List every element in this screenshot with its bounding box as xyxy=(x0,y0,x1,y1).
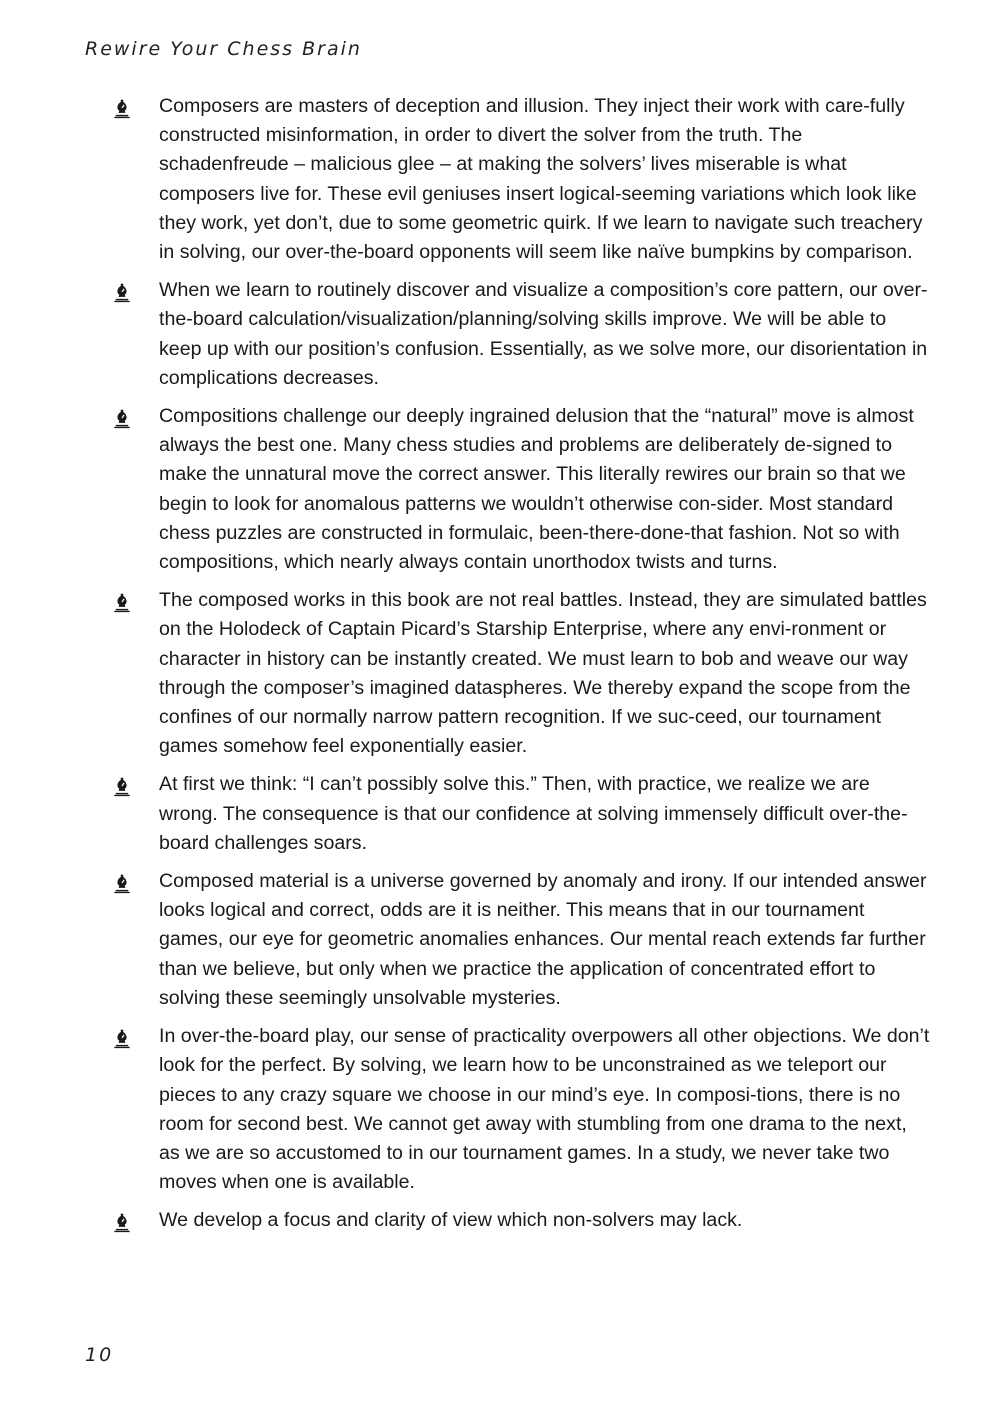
list-item xyxy=(111,402,931,577)
list-item xyxy=(111,92,931,267)
page-number: 10 xyxy=(85,1344,114,1366)
chess-bishop-icon xyxy=(111,873,133,895)
bullet-text: The composed works in this book are not real battles. Instead, they are simulated battles on the Holodeck of Captain Picard’s Starship Enterprise, where any envi-ronment or character in history can be instantly created. We must learn to bob and weave our way through the composer’s imagined dataspheres. We thereby expand the scope from the confines of our normally narrow pattern recognition. If we suc-ceed, our tournament games somehow feel exponentially easier. xyxy=(159,589,927,758)
bullet-text: At first we think: “I can’t possibly solve this.” Then, with practice, we realize we are wrong. The consequence is that our confidence at solving immensely difficult over-the-board challenges soars. xyxy=(159,773,908,854)
list-item xyxy=(111,867,931,1013)
running-head: Rewire Your Chess Brain xyxy=(85,38,362,60)
chess-bishop-icon xyxy=(111,98,133,120)
bullet-text: When we learn to routinely discover and visualize a composition’s core pattern, our over-the-board calculation/visualization/planning/solving skills improve. We will be able to keep up with our position’s confusion. Essentially, as we solve more, our disorientation in complications decreases. xyxy=(159,279,928,389)
list-item xyxy=(111,1206,931,1235)
bullet-text: Composed material is a universe governed by anomaly and irony. If our intended answer looks logical and correct, odds are it is neither. This means that in our tournament games, our eye for geometric anomalies enhances. Our mental reach extends far further than we believe, but only when we practice the application of concentrated effort to solving these seemingly unsolvable mysteries. xyxy=(159,870,927,1009)
chess-bishop-icon xyxy=(111,592,133,614)
chess-bishop-icon xyxy=(111,408,133,430)
bullet-text: We develop a focus and clarity of view which non-solvers may lack. xyxy=(159,1209,743,1232)
chess-bishop-icon xyxy=(111,282,133,304)
list-item xyxy=(111,276,931,393)
chess-bishop-icon xyxy=(111,776,133,798)
chess-bishop-icon xyxy=(111,1028,133,1050)
list-item xyxy=(111,770,931,858)
bullet-text: In over-the-board play, our sense of practicality overpowers all other objections. We don’t look for the perfect. By solving, we learn how to be unconstrained as we teleport our pieces to any crazy square we choose in our mind’s eye. In composi-tions, there is no room for second best. We cannot get away with stumbling from one drama to the next, as we are so accustomed to in our tournament games. In a study, we never take two moves when one is available. xyxy=(159,1025,930,1194)
chess-bishop-icon xyxy=(111,1212,133,1234)
list-item xyxy=(111,1022,931,1197)
bullet-list xyxy=(111,92,931,1245)
bullet-text: Composers are masters of deception and illusion. They inject their work with care-fully constructed misinformation, in order to divert the solver from the truth. The schadenfreude – malicious glee – at making the solvers’ lives miserable is what composers live for. These evil geniuses insert logical-seeming variations which look like they work, yet don’t, due to some geometric quirk. If we learn to navigate such treachery in solving, our over-the-board opponents will seem like naïve bumpkins by comparison. xyxy=(159,95,923,264)
bullet-text: Compositions challenge our deeply ingrained delusion that the “natural” move is almost always the best one. Many chess studies and problems are deliberately de-signed to make the unnatural move the correct answer. This literally rewires our brain so that we begin to look for anomalous patterns we wouldn’t otherwise con-sider. Most standard chess puzzles are constructed in formulaic, been-there-done-that fashion. Not so with compositions, which nearly always contain unorthodox twists and turns. xyxy=(159,405,914,574)
list-item xyxy=(111,586,931,761)
